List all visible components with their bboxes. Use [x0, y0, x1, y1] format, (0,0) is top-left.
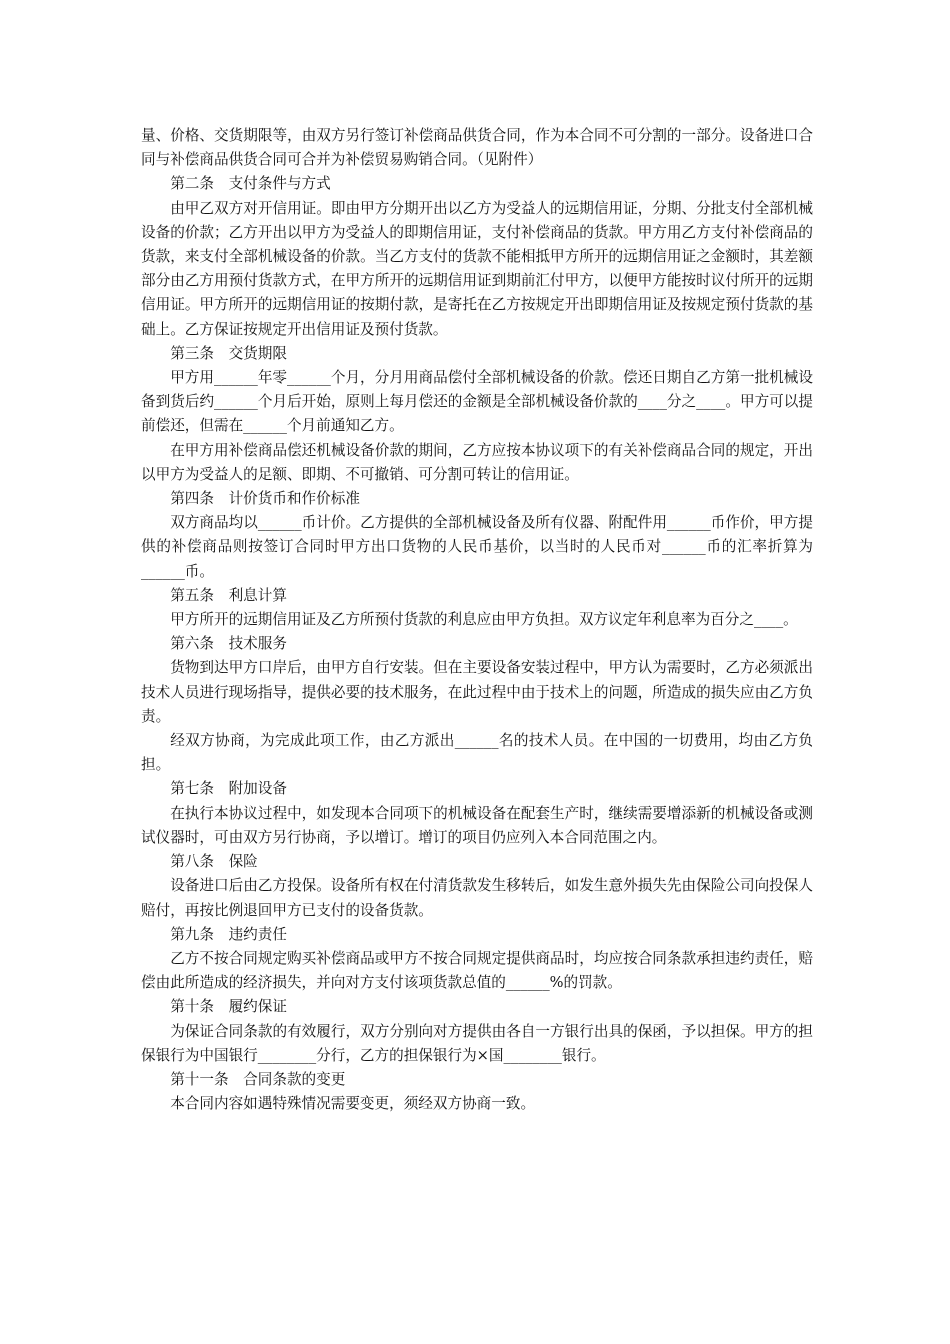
article-9-paragraph: 乙方不按合同规定购买补偿商品或甲方不按合同规定提供商品时，均应按合同条款承担违约责任，赔偿由此所造成的经济损失，并向对方支付该项货款总值的______%的罚款。: [141, 949, 813, 992]
article-8-heading: 第八条 保险: [170, 853, 258, 871]
article-5-paragraph: 甲方所开的远期信用证及乙方所预付货款的利息应由甲方负担。双方议定年利息率为百分之____。: [170, 611, 798, 629]
article-2-heading: 第二条 支付条件与方式: [170, 175, 331, 193]
article-3-heading: 第三条 交货期限: [170, 344, 287, 362]
article-6-heading: 第六条 技术服务: [170, 635, 287, 653]
article-8-paragraph: 设备进口后由乙方投保。设备所有权在付清货款发生移转后，如发生意外损失先由保险公司向投保人赔付，再按比例退回甲方已支付的设备货款。: [141, 877, 813, 919]
article-11-heading: 第十一条 合同条款的变更: [170, 1070, 346, 1088]
article-9-heading: 第九条 违约责任: [170, 925, 287, 943]
article-2-paragraph: 由甲乙双方对开信用证。即由甲方分期开出以乙方为受益人的远期信用证，分期、分批支付全部机械设备的价款；乙方开出以甲方为受益人的即期信用证，支付补偿商品的货款。甲方用乙方支付补偿商品的货款，来支付全部机械设备的价款。当乙方支付的货款不能相抵甲方所开的远期信用证之金额时，其差额部分由乙方用预付货款方式，在甲方所开的远期信用证到期前汇付甲方，以便甲方能按时议付所开的远期信用证。甲方所开的远期信用证的按期付款，是寄托在乙方按规定开出即期信用证及按规定预付货款的基础上。乙方保证按规定开出信用证及预付货款。: [141, 199, 813, 338]
article-11-paragraph: 本合同内容如遇特殊情况需要变更，须经双方协商一致。: [170, 1095, 536, 1113]
intro-paragraph: 量、价格、交货期限等，由双方另行签订补偿商品供货合同，作为本合同不可分割的一部分。设备进口合同与补偿商品供货合同可合并为补偿贸易购销合同。（见附件）: [141, 127, 813, 169]
article-10-paragraph: 为保证合同条款的有效履行，双方分别向对方提供由各自一方银行出具的保函，予以担保。甲方的担保银行为中国银行________分行，乙方的担保银行为×国________银行。: [141, 1022, 813, 1064]
article-7-paragraph: 在执行本协议过程中，如发现本合同项下的机械设备在配套生产时，继续需要增添新的机械设备或测试仪器时，可由双方另行协商，予以增订。增订的项目仍应列入本合同范围之内。: [141, 804, 813, 846]
article-3-paragraph-2: 在甲方用补偿商品偿还机械设备价款的期间，乙方应按本协议项下的有关补偿商品合同的规定，开出以甲方为受益人的足额、即期、不可撤销、可分割可转让的信用证。: [141, 441, 813, 483]
article-6-paragraph-2: 经双方协商，为完成此项工作，由乙方派出______名的技术人员。在中国的一切费用，均由乙方负担。: [141, 732, 813, 774]
contract-page: [141, 124, 813, 1116]
article-4-heading: 第四条 计价货币和作价标准: [170, 490, 360, 508]
article-4-paragraph: 双方商品均以______币计价。乙方提供的全部机械设备及所有仪器、附配件用______币作价，甲方提供的补偿商品则按签订合同时甲方出口货物的人民币基价，以当时的人民币对______币的汇率折算为______币。: [141, 514, 813, 580]
article-6-paragraph-1: 货物到达甲方口岸后，由甲方自行安装。但在主要设备安装过程中，甲方认为需要时，乙方必须派出技术人员进行现场指导，提供必要的技术服务，在此过程中由于技术上的问题，所造成的损失应由乙方负责。: [141, 659, 813, 725]
article-3-paragraph-1: 甲方用______年零______个月，分月用商品偿付全部机械设备的价款。偿还日期自乙方第一批机械设备到货后约______个月后开始，原则上每月偿还的金额是全部机械设备价款的____分之____。甲方可以提前偿还，但需在______个月前通知乙方。: [141, 369, 813, 435]
article-10-heading: 第十条 履约保证: [170, 998, 287, 1016]
article-5-heading: 第五条 利息计算: [170, 586, 287, 604]
article-7-heading: 第七条 附加设备: [170, 780, 287, 798]
